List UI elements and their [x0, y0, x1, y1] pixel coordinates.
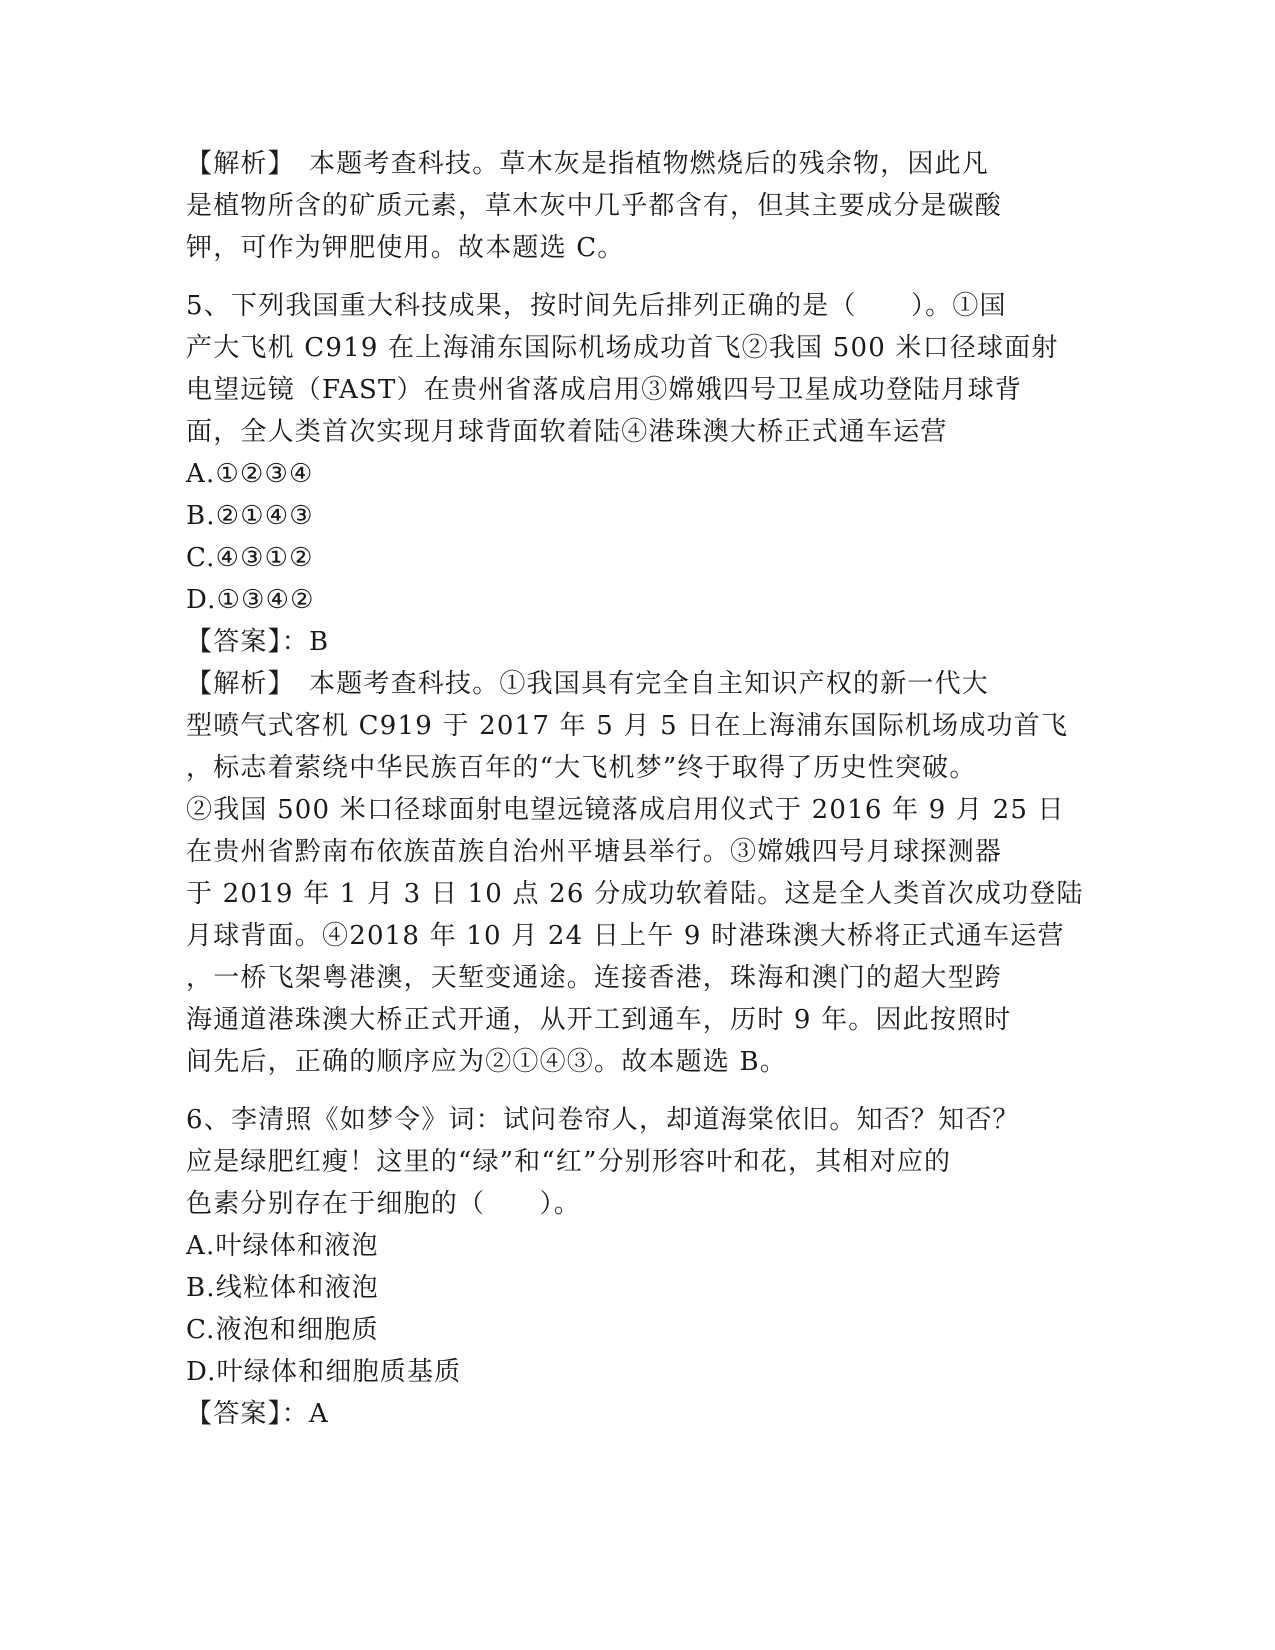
explanation-line: 间先后，正确的顺序应为②①④③。故本题选 B。 [186, 1047, 787, 1077]
document-page [186, 143, 1086, 1435]
explanation-line: 在贵州省黔南布依族苗族自治州平塘县举行。③嫦娥四号月球探测器 [186, 837, 1003, 867]
stem-line: 应是绿肥红瘦！这里的“绿”和“红”分别形容叶和花，其相对应的 [186, 1147, 952, 1177]
question-5-answer: 【答案】：B [186, 627, 330, 657]
stem-line: 色素分别存在于细胞的（ ）。 [186, 1189, 582, 1219]
explanation-line: 是植物所含的矿质元素，草木灰中几乎都含有，但其主要成分是碳酸 [186, 191, 1003, 221]
explanation-line: ，一桥飞架粤港澳，天堑变通途。连接香港，珠海和澳门的超大型跨 [186, 963, 1003, 993]
question-6-answer: 【答案】：A [186, 1399, 329, 1429]
question-6-options [186, 1225, 1086, 1393]
explanation-line: 型喷气式客机 C919 于 2017 年 5 月 5 日在上海浦东国际机场成功首飞 [186, 711, 1069, 741]
question-5-explanation [186, 663, 1086, 1083]
option-d: D.①③④② [186, 585, 315, 615]
stem-line: 产大飞机 C919 在上海浦东国际机场成功首飞②我国 500 米口径球面射 [186, 333, 1059, 363]
stem-line: 面，全人类首次实现月球背面软着陆④港珠澳大桥正式通车运营 [186, 417, 948, 447]
option-c: C.④③①② [186, 543, 314, 573]
question-5-options [186, 453, 1086, 621]
question-6 [186, 1099, 1086, 1435]
explanation-line: 海通道港珠澳大桥正式开通，从开工到通车，历时 9 年。因此按照时 [186, 1005, 1012, 1035]
stem-line: 电望远镜（FAST）在贵州省落成启用③嫦娥四号卫星成功登陆月球背 [186, 375, 1023, 405]
question-5-stem [186, 285, 1086, 453]
explanation-line: 【解析】 本题考查科技。①我国具有完全自主知识产权的新一代大 [186, 669, 990, 699]
option-a: A.叶绿体和液泡 [186, 1231, 379, 1261]
question-6-stem [186, 1099, 1086, 1225]
option-b: B.线粒体和液泡 [186, 1273, 379, 1303]
option-c: C.液泡和细胞质 [186, 1315, 379, 1345]
option-b: B.②①④③ [186, 501, 314, 531]
explanation-line: 钾，可作为钾肥使用。故本题选 C。 [186, 233, 625, 263]
option-d: D.叶绿体和细胞质基质 [186, 1357, 462, 1387]
stem-line: 6、李清照《如梦令》词：试问卷帘人，却道海棠依旧。知否？知否？ [186, 1105, 1020, 1135]
explanation-line: 于 2019 年 1 月 3 日 10 点 26 分成功软着陆。这是全人类首次成功登陆 [186, 879, 1084, 909]
stem-line: 5、下列我国重大科技成果，按时间先后排列正确的是（ ）。①国 [186, 291, 1007, 321]
explanation-line: 【解析】 本题考查科技。草木灰是指植物燃烧后的残余物，因此凡 [186, 149, 990, 179]
previous-question-explanation [186, 143, 1086, 269]
explanation-line: ②我国 500 米口径球面射电望远镜落成启用仪式于 2016 年 9 月 25 日 [186, 795, 1065, 825]
question-5 [186, 285, 1086, 1083]
option-a: A.①②③④ [186, 459, 314, 489]
explanation-line: ，标志着萦绕中华民族百年的“大飞机梦”终于取得了历史性突破。 [186, 753, 977, 783]
explanation-line: 月球背面。④2018 年 10 月 24 日上午 9 时港珠澳大桥将正式通车运营 [186, 921, 1065, 951]
